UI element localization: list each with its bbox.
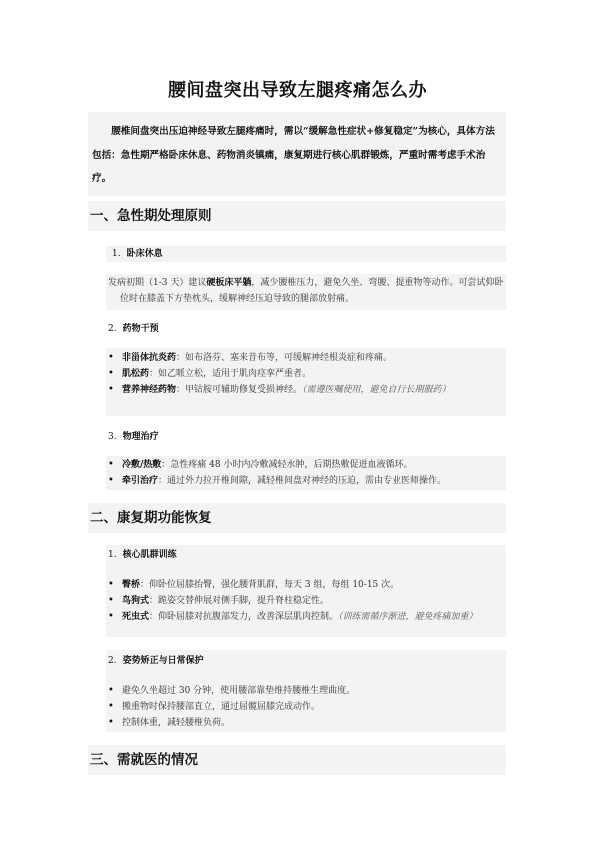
subheading-medication: 2. 药物干预 xyxy=(108,324,159,334)
bullet-icon: • xyxy=(108,717,114,728)
section-heading-2-text: 二、康复期功能恢复 xyxy=(90,510,212,526)
subheading-bg xyxy=(106,246,506,262)
list-item: • 牵引治疗：通过外力拉开椎间隙，减轻椎间盘对神经的压迫，需由专业医师操作。 xyxy=(108,473,504,489)
list-item: • 搬重物时保持腰部直立，通过屈髋屈膝完成动作。 xyxy=(108,699,504,715)
list-item: • 臀桥：仰卧位屈膝抬臀，强化腰背肌群，每天 3 组，每组 10-15 次。 xyxy=(108,577,504,593)
list-item: • 死虫式：仰卧屈膝对抗腹部发力，改善深层肌肉控制。（训练需循序渐进，避免疼痛加重） xyxy=(108,609,504,625)
bullet-icon: • xyxy=(108,701,114,712)
list-item: • 避免久坐超过 30 分钟，使用腰部靠垫维持腰椎生理曲度。 xyxy=(108,683,504,699)
bullet-icon: • xyxy=(108,352,114,363)
bullet-icon: • xyxy=(108,579,114,590)
bullet-icon: • xyxy=(108,595,114,606)
list-item: • 肌松药：如乙哌立松，适用于肌肉痉挛严重者。 xyxy=(108,366,504,382)
bullet-icon: • xyxy=(108,384,114,395)
section-heading-1-text: 一、急性期处理原则 xyxy=(90,208,212,224)
intro-block xyxy=(88,112,506,196)
list-item: • 鸟狗式：跪姿交替伸展对侧手脚，提升脊柱稳定性。 xyxy=(108,593,504,609)
bullet-icon: • xyxy=(108,611,114,622)
bullet-icon: • xyxy=(108,685,114,696)
section-heading-3 xyxy=(88,745,506,775)
bullet-icon: • xyxy=(108,459,114,470)
section-heading-3-text: 三、需就医的情况 xyxy=(90,752,198,768)
list-item: • 冷敷/热敷：急性疼痛 48 小时内冷敷减轻水肿，后期热敷促进血液循环。 xyxy=(108,457,504,473)
bed-rest-paragraph: 发病初期（1-3 天）建议硬板床平躺，减少腰椎压力，避免久坐、弯腰、提重物等动作。可尝试仰卧位时在膝盖下方垫枕头，缓解神经压迫导致的腿部放射痛。 xyxy=(108,278,504,304)
list-item: • 营养神经药物：甲钴胺可辅助修复受损神经。（需遵医嘱使用，避免自行长期服药） xyxy=(108,382,504,398)
section-heading-1 xyxy=(88,201,506,231)
subheading-bed-rest: 1. 卧床休息 xyxy=(112,249,163,259)
list-item: • 控制体重，减轻腰椎负荷。 xyxy=(108,715,504,731)
subheading-physical-therapy: 3. 物理治疗 xyxy=(108,432,159,442)
intro-text: 腰椎间盘突出压迫神经导致左腿疼痛时，需以“缓解急性症状+修复稳定”为核心，具体方法包括：急性期严格卧床休息、药物消炎镇痛，康复期进行核心肌群锻炼，严重时需考虑手术治疗。 xyxy=(92,126,495,184)
section-heading-2 xyxy=(88,503,506,533)
subheading-posture: 2. 姿势矫正与日常保护 xyxy=(108,656,204,666)
list-item: • 非甾体抗炎药：如布洛芬、塞来昔布等，可缓解神经根炎症和疼痛。 xyxy=(108,350,504,366)
bullet-icon: • xyxy=(108,368,114,379)
subheading-core-training: 1. 核心肌群训练 xyxy=(108,550,177,560)
page-title: 腰间盘突出导致左腿疼痛怎么办 xyxy=(168,80,427,101)
bullet-icon: • xyxy=(108,475,114,486)
